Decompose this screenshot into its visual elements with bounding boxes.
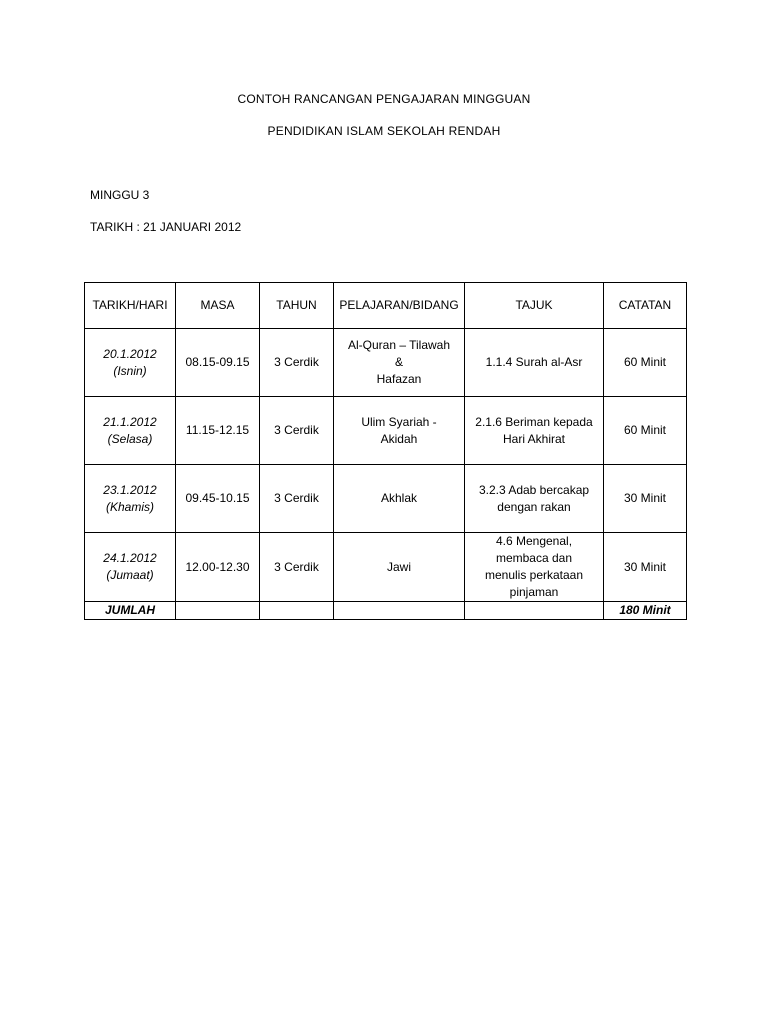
cell-year: 3 Cerdik [260,329,334,397]
lesson-plan-table [84,282,687,620]
total-label: JUMLAH [85,602,176,620]
cell-day: (Khamis) [105,499,154,514]
week-label: MINGGU 3 [90,188,150,202]
cell-date: 20.1.2012 [103,346,157,361]
cell-date-day [85,397,176,465]
total-row [85,602,687,620]
cell-note: 30 Minit [604,465,687,533]
cell-date-day [85,465,176,533]
table-row [85,533,687,602]
cell-subject: Jawi [334,533,465,602]
cell-note: 60 Minit [604,329,687,397]
table-row [85,397,687,465]
cell-date-day [85,329,176,397]
header-subject: PELAJARAN/BIDANG [334,283,465,329]
cell-topic: 4.6 Mengenal, membaca dan menulis perkataan pinjaman [465,533,604,602]
total-empty-cell [465,602,604,620]
cell-day: (Jumaat) [106,568,154,582]
total-empty-cell [176,602,260,620]
document-title: CONTOH RANCANGAN PENGAJARAN MINGGUAN [237,92,531,106]
cell-date-day [85,533,176,602]
header-year: TAHUN [260,283,334,329]
cell-year: 3 Cerdik [260,465,334,533]
document-subtitle: PENDIDIKAN ISLAM SEKOLAH RENDAH [267,124,501,138]
total-value: 180 Minit [604,602,687,620]
cell-time: 12.00-12.30 [176,533,260,602]
cell-year: 3 Cerdik [260,533,334,602]
cell-date: 24.1.2012 [103,551,157,565]
header-notes: CATATAN [604,283,687,329]
cell-day: (Selasa) [107,431,153,446]
cell-year: 3 Cerdik [260,397,334,465]
cell-time: 09.45-10.15 [176,465,260,533]
cell-day: (Isnin) [113,363,147,378]
cell-date: 21.1.2012 [103,414,157,429]
table-row [85,329,687,397]
cell-date: 23.1.2012 [103,482,157,497]
table-header-row [85,283,687,329]
cell-subject: Al-Quran – Tilawah & Hafazan [334,329,465,397]
cell-topic: 1.1.4 Surah al-Asr [465,329,604,397]
cell-time: 11.15-12.15 [176,397,260,465]
cell-time: 08.15-09.15 [176,329,260,397]
header-date-day: TARIKH/HARI [85,283,176,329]
total-empty-cell [260,602,334,620]
cell-note: 30 Minit [604,533,687,602]
cell-subject: Akhlak [334,465,465,533]
header-topic: TAJUK [465,283,604,329]
cell-topic: 3.2.3 Adab bercakap dengan rakan [465,465,604,533]
cell-topic: 2.1.6 Beriman kepada Hari Akhirat [465,397,604,465]
date-label: TARIKH : 21 JANUARI 2012 [90,220,242,234]
total-empty-cell [334,602,465,620]
cell-subject: Ulim Syariah - Akidah [334,397,465,465]
table-row [85,465,687,533]
cell-note: 60 Minit [604,397,687,465]
header-time: MASA [176,283,260,329]
